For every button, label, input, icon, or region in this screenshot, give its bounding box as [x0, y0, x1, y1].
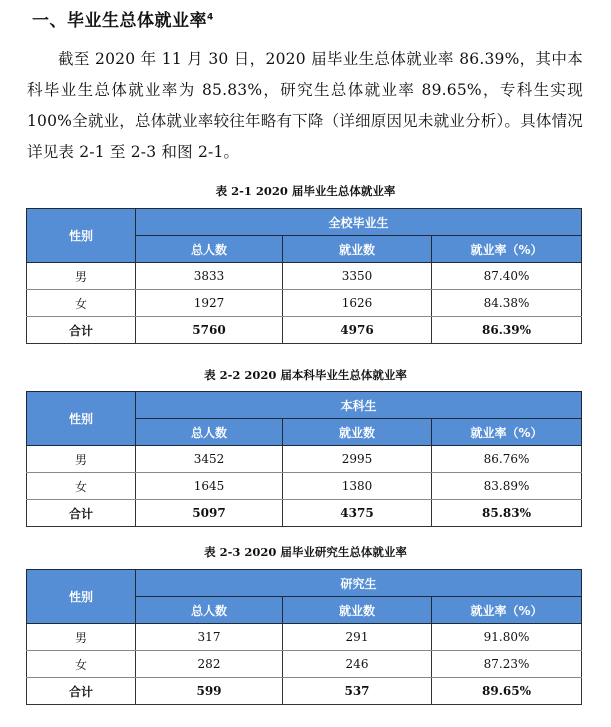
row-header-gender: 性别 [27, 392, 136, 446]
cell-gender: 男 [27, 624, 136, 651]
cell-rate: 86.39% [432, 317, 582, 344]
cell-rate: 86.76% [432, 446, 582, 473]
table-row [27, 473, 582, 500]
cell-gender: 男 [27, 446, 136, 473]
row-header-gender: 性别 [27, 209, 136, 263]
col-header-rate: 就业率（%） [432, 419, 582, 446]
cell-employed: 1380 [283, 473, 432, 500]
col-header-employed: 就业数 [283, 597, 432, 624]
cell-total: 5760 [136, 317, 283, 344]
table-row [27, 290, 582, 317]
cell-total: 282 [136, 651, 283, 678]
cell-total-label: 合计 [27, 678, 136, 705]
cell-gender: 女 [27, 290, 136, 317]
total-row [27, 678, 582, 705]
cell-rate: 87.40% [432, 263, 582, 290]
cell-total-label: 合计 [27, 317, 136, 344]
cell-gender: 男 [27, 263, 136, 290]
col-header-employed: 就业数 [283, 236, 432, 263]
table-2-1-caption: 表 2-1 2020 届毕业生总体就业率 [215, 184, 396, 198]
footnote-ref[interactable]: 4 [207, 12, 214, 23]
cell-rate: 85.83% [432, 500, 582, 527]
total-row [27, 500, 582, 527]
group-header: 研究生 [136, 570, 582, 597]
cell-rate: 83.89% [432, 473, 582, 500]
cell-rate: 84.38% [432, 290, 582, 317]
cell-employed: 537 [283, 678, 432, 705]
heading-text: 一、毕业生总体就业率 [32, 11, 207, 31]
cell-total: 1927 [136, 290, 283, 317]
cell-rate: 87.23% [432, 651, 582, 678]
table-2-3-caption: 表 2-3 2020 届毕业研究生总体就业率 [204, 545, 407, 559]
total-row [27, 317, 582, 344]
cell-gender: 女 [27, 651, 136, 678]
table-2-2 [26, 391, 582, 527]
cell-rate: 89.65% [432, 678, 582, 705]
cell-employed: 4976 [283, 317, 432, 344]
table-row [27, 446, 582, 473]
table-2-1 [26, 208, 582, 344]
col-header-total: 总人数 [136, 597, 283, 624]
cell-employed: 291 [283, 624, 432, 651]
col-header-rate: 就业率（%） [432, 597, 582, 624]
cell-gender: 女 [27, 473, 136, 500]
col-header-employed: 就业数 [283, 419, 432, 446]
cell-total: 1645 [136, 473, 283, 500]
table-row [27, 263, 582, 290]
table-row [27, 624, 582, 651]
table-row [27, 651, 582, 678]
cell-total: 3452 [136, 446, 283, 473]
cell-employed: 4375 [283, 500, 432, 527]
summary-paragraph: 截至 2020 年 11 月 30 日，2020 届毕业生总体就业率 86.39%，其中本科毕业生总体就业率为 85.83%，研究生总体就业率 89.65%，专科生实现 100%全就业，总体就业率较往年略有下降（详细原因见未就业分析）。具体情况详见表 2-1 至 2-3 和图 2-1。 [27, 50, 583, 161]
table-2-3 [26, 569, 582, 705]
cell-total-label: 合计 [27, 500, 136, 527]
group-header: 本科生 [136, 392, 582, 419]
row-header-gender: 性别 [27, 570, 136, 624]
table-2-2-caption: 表 2-2 2020 届本科毕业生总体就业率 [204, 368, 407, 382]
cell-employed: 2995 [283, 446, 432, 473]
col-header-total: 总人数 [136, 419, 283, 446]
cell-total: 3833 [136, 263, 283, 290]
cell-total: 599 [136, 678, 283, 705]
cell-employed: 3350 [283, 263, 432, 290]
cell-total: 317 [136, 624, 283, 651]
cell-rate: 91.80% [432, 624, 582, 651]
col-header-total: 总人数 [136, 236, 283, 263]
section-heading [32, 6, 214, 31]
group-header: 全校毕业生 [136, 209, 582, 236]
cell-total: 5097 [136, 500, 283, 527]
cell-employed: 1626 [283, 290, 432, 317]
col-header-rate: 就业率（%） [432, 236, 582, 263]
cell-employed: 246 [283, 651, 432, 678]
